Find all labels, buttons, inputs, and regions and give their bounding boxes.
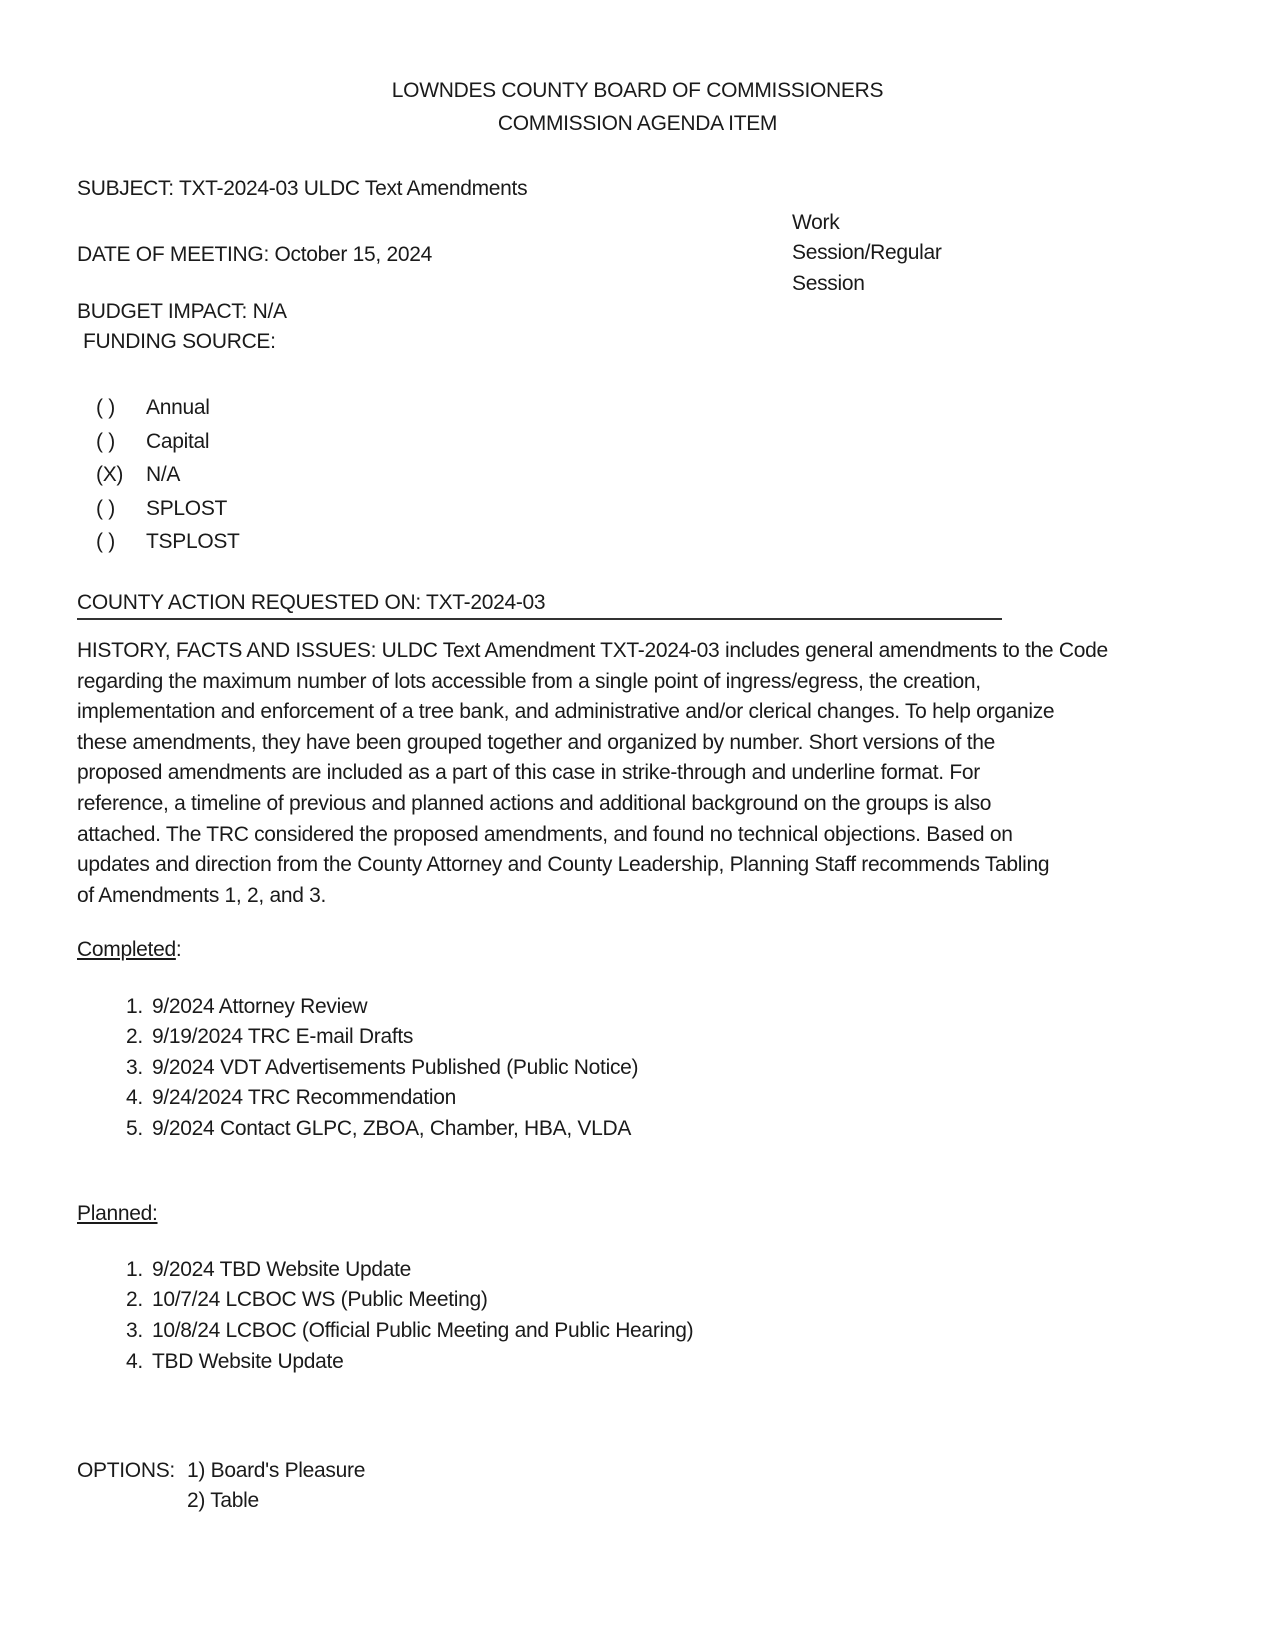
funding-label: N/A <box>146 463 181 486</box>
list-text: 9/2024 TBD Website Update <box>152 1258 412 1281</box>
history-line: implementation and enforcement of a tree bank, and administrative and/or clerical changes. To help organize <box>77 700 1055 724</box>
history-line: proposed amendments are included as a part of this case in strike-through and underline format. For <box>77 761 980 785</box>
list-number: 3. <box>126 1056 143 1079</box>
option-item: 1) Board's Pleasure <box>187 1459 366 1482</box>
options-label: OPTIONS: <box>77 1459 175 1482</box>
list-number: 2. <box>126 1025 143 1048</box>
funding-mark: ( ) <box>96 530 115 553</box>
option-item: 2) Table <box>187 1489 259 1512</box>
divider-line <box>77 618 1002 620</box>
funding-mark: ( ) <box>96 396 115 419</box>
list-number: 4. <box>126 1086 143 1109</box>
history-line: of Amendments 1, 2, and 3. <box>77 883 327 907</box>
list-number: 5. <box>126 1117 143 1140</box>
history-line: HISTORY, FACTS AND ISSUES: ULDC Text Amendment TXT-2024-03 includes general amendments to the Code <box>77 639 1108 662</box>
budget-impact: BUDGET IMPACT: N/A <box>77 300 287 323</box>
history-line: these amendments, they have been grouped together and organized by number. Short versions of the <box>77 730 995 754</box>
list-text: TBD Website Update <box>152 1350 344 1373</box>
funding-label: Annual <box>146 396 210 419</box>
list-text: 9/2024 VDT Advertisements Published (Public Notice) <box>152 1056 639 1079</box>
list-text: 9/2024 Attorney Review <box>152 995 368 1018</box>
list-number: 1. <box>126 1258 143 1281</box>
session-type-line: Session <box>792 272 865 295</box>
funding-source-label: FUNDING SOURCE: <box>83 330 276 353</box>
completed-heading <box>77 939 181 960</box>
funding-mark: ( ) <box>96 430 115 453</box>
session-type-line: Session/Regular <box>792 241 942 264</box>
history-line: updates and direction from the County Attorney and County Leadership, Planning Staff recommends Tabling <box>77 853 1050 877</box>
funding-label: Capital <box>146 430 210 453</box>
date-of-meeting: DATE OF MEETING: October 15, 2024 <box>77 243 432 266</box>
list-number: 2. <box>126 1288 143 1311</box>
subject: SUBJECT: TXT-2024-03 ULDC Text Amendments <box>77 177 528 200</box>
funding-label: TSPLOST <box>146 530 240 553</box>
list-text: 10/7/24 LCBOC WS (Public Meeting) <box>152 1288 488 1311</box>
completed-heading-colon: : <box>175 938 182 961</box>
funding-label: SPLOST <box>146 497 228 520</box>
list-text: 9/24/2024 TRC Recommendation <box>152 1086 457 1109</box>
funding-mark: ( ) <box>96 497 115 520</box>
history-line: reference, a timeline of previous and planned actions and additional background on the groups is also <box>77 791 992 815</box>
list-text: 10/8/24 LCBOC (Official Public Meeting and Public Hearing) <box>152 1319 694 1342</box>
list-number: 4. <box>126 1350 143 1373</box>
history-line: regarding the maximum number of lots accessible from a single point of ingress/egress, the creation, <box>77 669 981 693</box>
action-requested: COUNTY ACTION REQUESTED ON: TXT-2024-03 <box>77 591 546 614</box>
history-paragraph <box>77 636 1108 911</box>
document-title: LOWNDES COUNTY BOARD OF COMMISSIONERS <box>391 79 884 102</box>
completed-heading-text: Completed <box>77 938 176 961</box>
planned-heading: Planned: <box>77 1202 158 1225</box>
list-number: 3. <box>126 1319 143 1342</box>
document-subtitle: COMMISSION AGENDA ITEM <box>497 112 778 135</box>
funding-mark: (X) <box>96 463 124 486</box>
history-line: attached. The TRC considered the proposed amendments, and found no technical objections. Based on <box>77 822 1013 846</box>
list-text: 9/2024 Contact GLPC, ZBOA, Chamber, HBA, VLDA <box>152 1117 632 1140</box>
list-text: 9/19/2024 TRC E-mail Drafts <box>152 1025 414 1048</box>
list-number: 1. <box>126 995 143 1018</box>
session-type-line: Work <box>792 211 840 234</box>
